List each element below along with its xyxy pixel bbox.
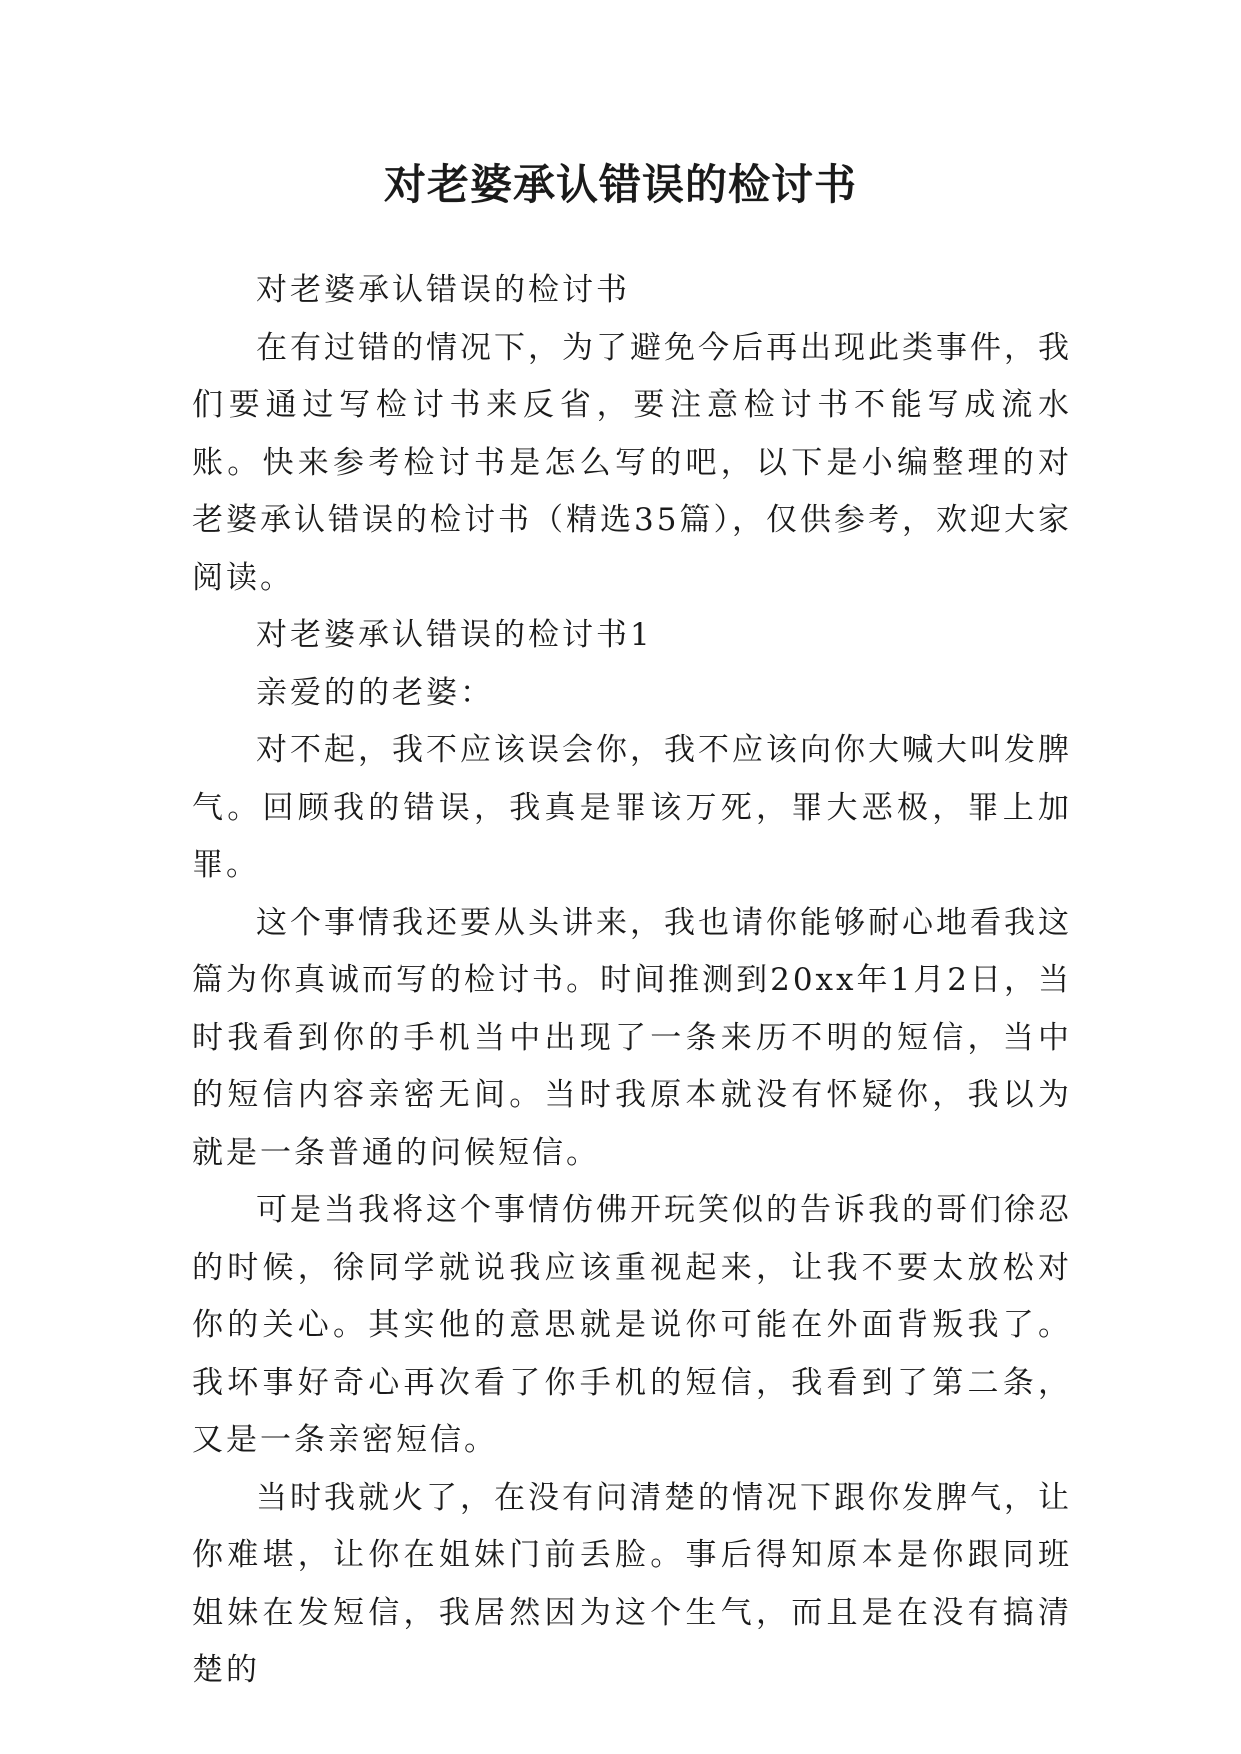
- paragraph-intro: 在有过错的情况下，为了避免今后再出现此类事件，我们要通过写检讨书来反省，要注意检讨书不能写成流水账。快来参考检讨书是怎么写的吧，以下是小编整理的对老婆承认错误的检讨书（精选35篇），仅供参考，欢迎大家阅读。: [192, 329, 1072, 596]
- paragraph-apology: 对不起，我不应该误会你，我不应该向你大喊大叫发脾气。回顾我的错误，我真是罪该万死，罪大恶极，罪上加罪。: [192, 732, 1072, 883]
- paragraph-story: 这个事情我还要从头讲来，我也请你能够耐心地看我这篇为你真诚而写的检讨书。时间推测到20xx年1月2日，当时我看到你的手机当中出现了一条来历不明的短信，当中的短信内容亲密无间。当时我原本就没有怀疑你，我以为就是一条普通的问候短信。: [192, 904, 1072, 1171]
- document-body: [192, 262, 1072, 1700]
- document-title: 对老婆承认错误的检讨书: [383, 160, 857, 209]
- paragraph-friend: 可是当我将这个事情仿佛开玩笑似的告诉我的哥们徐忍的时候，徐同学就说我应该重视起来，让我不要太放松对你的关心。其实他的意思就是说你可能在外面背叛我了。我坏事好奇心再次看了你手机的短信，我看到了第二条，又是一条亲密短信。: [192, 1192, 1072, 1458]
- paragraph-salutation: 亲爱的的老婆：: [256, 674, 494, 711]
- paragraph-subtitle: 对老婆承认错误的检讨书: [256, 272, 630, 308]
- paragraph-anger: 当时我就火了，在没有问清楚的情况下跟你发脾气，让你难堪，让你在姐妹门前丢脸。事后得知原本是你跟同班姐妹在发短信，我居然因为这个生气，而且是在没有搞清楚的: [192, 1479, 1072, 1688]
- paragraph-section-heading: 对老婆承认错误的检讨书1: [256, 617, 653, 653]
